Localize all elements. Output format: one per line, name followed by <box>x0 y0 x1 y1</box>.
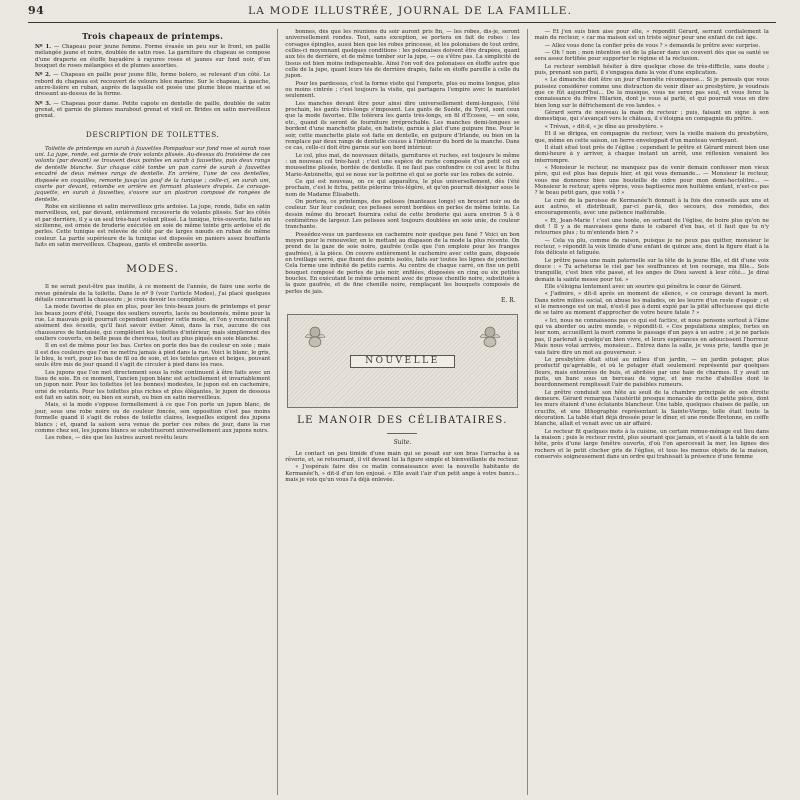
modes-continued-paragraph: On portera, ce printemps, des pelisses (manteaux longs) en brocart noir ou de couleur. Sur leur couleur, ces pelisses seront bordées en perles de même teinte. Le dessin même du brocart fournira celui de cette broderie qui aura environ 5 à 6 centimètres de largeur. Les pelisses sont toujours doublées en soie unie, de couleur tranchante. <box>285 198 520 231</box>
novel-paragraph: Le recteur fit quelques mots à la cuisine, un certain remue-ménage eut lieu dans la maison ; puis le recteur revint, plus souriant que jamais, et s'assit à la table de son hôte, près d'une large fenêtre ouverte, d'où l'on apercevait la mer, les lignes des rochers et le petit clocher gris de l'église, et tous les menus objets de la maison, conservés soigneusement dans un ordre qui trahissait la présence d'une femme <box>534 428 769 460</box>
modes-paragraph: Il en est de même pour les bas. Certes on porte des bas de couleur en soie ; mais il est des couleurs que l'on ne mettra jamais à pied dans la rue. Voici le blanc, le gris, le bleu, le vert, pour les bas de fil ou de soie, et les teintes grises et beiges, pouvant seuls être mis de jour quand il s'agit de circuler à pied dans les rues. <box>35 343 271 369</box>
hat-number: Nº 3. <box>35 100 51 107</box>
hat-description: — Chapeau pour dame. Petite capote en dentelle de paille, doublée de satin grenat, et garnie de plumes marabout grenat et vieil or. Brides en satin merveilleux grenat. <box>35 100 271 120</box>
modes-paragraph: Mais, si la mode s'oppose formellement à ce que l'on porte un jupon blanc, de jour, sous une robe noire ou de couleur foncée, son opposition n'est pas moins formelle quand il s'agit de robes de toilette claires, lesquelles exigent des jupons blancs ; et, quand la saison sera venue de porter ces robes de jour, dans la rue comme chez soi, les jupons blancs se substitueront universellement aux jupons noirs. <box>35 402 271 434</box>
novel-paragraph: « Et, Jean-Marie ! c'est une honte, en sortant de l'église, de boire plus qu'on ne doit ! Il y a de mauvaises gens dans le cabaret d'en bas, et il faut que tu n'y retournes plus ; tu m'entends bien ? » <box>534 217 769 237</box>
cherub-icon <box>477 323 503 349</box>
toilettes-section-title: DESCRIPTION DE TOILETTES. <box>85 129 220 139</box>
hat-item-1 <box>35 44 270 69</box>
page-header <box>28 4 776 20</box>
modes-continued-paragraph: Possédez-vous un pardessus en cachemire noir quelque peu fané ? Voici un bon moyen pour le renouveler, en le mettant au diapason de la mode la plus récente. On prend de la gaze de soie noire, gaufrée (celle que l'on emploie pour les franges gaufrées), à la pièce. On couvre entièrement le cachemire avec cette gaze, disposée en treillage serré, que fixent des points isolés, faits sur toutes les lignes de jonction. Cela forme une infinité de petits carrés. Au centre de chaque carré, on fixe un petit bouquet composé de perles de jais noir, enfilées, disposées en cinq ou six petites boucles. En exécutant le même ornement avec de grosse chenille noire, substituée à la gaze gaufrée, et de fine chenille noire, remplaçant les bouquets composés de perles de jais. <box>285 231 520 295</box>
novel-paragraph: — Allez vous donc la confier près de vous ? » demanda le prêtre avec surprise. <box>544 42 761 49</box>
novel-paragraph: — Oh ! non ; mon intention est de la placer dans un couvent dès que sa santé se sera assez fortifiée pour supporter le régime et la réclusion. <box>534 50 769 63</box>
cherub-icon <box>302 323 328 349</box>
novel-paragraph: Le prêtre passa une main paternelle sur la tête de la jeune fille, et dit d'une voix douce : « Tu achèteras le ciel par tes souffrances et ton courage, ma fille... Sois tranquille, c'est bien vite passé, et les anges de Dieu savent à leur côté... Je dirai demain la sainte messe pour toi. » <box>534 257 769 283</box>
hat-description: — Chapeau en paille pour jeune fille, forme bolero, se relevant d'un côté. Le rebord du chapeau est recouvert de velours bleu marine. Sur le chapeau, à gauche, ancre-lisière en ruban, auprès de laquelle est posée une plume bleue marine et se dressant au-dessus de la forme. <box>35 72 271 98</box>
hat-number: Nº 2. <box>35 72 51 79</box>
novel-paragraph: « Trévan, » dit-il, « je dîne au presbytère. » <box>544 123 664 130</box>
novel-paragraph: Le curé de la paroisse de Kermanée'h donnait à la fois des conseils aux uns et aux autres, et distribuait, par-ci par-là, des secours, des remèdes, des encouragements, avec une patience inaltérable. <box>534 197 769 217</box>
novel-paragraph: — Cela va plu, comme de raison, puisque je ne peux pas quitter, monsieur le recteur, » répondit la voix timide d'une enfant de quinze ans, dont la figure était à la fois délicate et fatiguée. <box>534 237 769 257</box>
nouvelle-banner: NOUVELLE <box>350 355 454 367</box>
column-left <box>28 29 277 795</box>
novel-paragraph: Le presbytère était situé au milieu d'un jardin, — un jardin potager, plus productif qu'agréable, et où le potager était seulement représenté par quelques fleurs, mais entourées de buis, et abritées par une haie de charmes. Il y avait un puits, un banc sous un berceau de vigne, et une ruche d'abeilles dont le bourdonnement remplissait l'air de paisibles rumeurs. <box>534 356 769 389</box>
hat-item-3 <box>35 101 270 120</box>
modes-section-title: MODES. <box>126 263 180 276</box>
modes-paragraph: Les robes, — dès que les lustres auront revêtu leurs <box>45 435 188 442</box>
novel-paragraph: Le contact un peu timide d'une main qui se posait sur son bras l'arracha à sa rêverie, et, se retournant, il vit devant lui la figure simple et bienveillante du recteur. <box>285 450 520 463</box>
modes-continued-paragraph: Le col, plus mat, de nouveaux détails, garnitures et ruches, est toujours le même : un nouveau col très-haut ; c'est une espèce de ruche composée d'un petit col en mousseline plissée, bordée de dentelle. Il ne faut pas confondre ce col avec le fichu Marie-Antoinette, qui se noue sur la poitrine et qui se porte sur les robes de soirée. <box>285 152 520 178</box>
hat-description: — Chapeau pour jeune femme. Forme évasée un peu sur le front, en paille mélangée jaune et noire, doublée de satin rose. La garniture du chapeau se compose d'une draperie en étoffe bayadère à rayures roses et jaunes sur fond noir, d'un bouquet de roses mélangées et de plumes assorties. <box>35 44 271 70</box>
article-columns <box>28 29 776 795</box>
novel-paragraph: Il était situé tout près de l'église ; cependant le prêtre et Gérard mirent bien une demi-heure à y arriver, à chaque instant un arrêt, une réflexion venaient les interrompre. <box>534 144 769 164</box>
toilette-paragraph: Toilette de printemps en surah à fauvettes Pompadour sur fond rose et surah rose uni. La jupe, ronde, est garnie de trois volants plissés. Au-dessus du troisième de ces volants (par devant) se trouvent deux pointes en surah à fauvettes, puis deux rangs de dentelle blanche. Sur chaque côté tombe un pan carré de surah à fauvettes encadré de deux mêmes rangs de dentelle. En arrière, l'une de ces dentelles, disposée en coquilles, remonte jusqu'au gouf de la tunique ; celle-ci, en surah uni, courte par devant, retombe en arrière en formant plusieurs drapés. Le corsage-jaquette, en surah à fauvettes, s'ouvre sur un plastron composé de rangées de dentelle. <box>35 145 271 203</box>
novel-paragraph: — Et j'en suis bien aise pour elle, » répondit Gérard, serrant cordialement la main du recteur, « car ma maison est un triste séjour pour une enfant de cet âge. <box>534 29 769 42</box>
novel-subtitle: Suite. <box>393 439 412 447</box>
novel-paragraph: « Monsieur le recteur, ne manquez pas de venir demain confesser mon vieux père, qui est plus bas depuis hier, et qui vous demande... — Monsieur le recteur, vous me donnerez bien une bouteille de cidre pour mon demi-hectolitre... — Monsieur le recteur, après vêpres, vous baptiserez mon huitième enfant, n'est-ce pas ? le beau petit gars, que voilà ! » <box>534 164 769 197</box>
journal-title: LA MODE ILLUSTRÉE, JOURNAL DE LA FAMILLE. <box>248 5 573 17</box>
modes-paragraph: La mode favorise de plus en plus, pour les très-beaux jours de printemps et pour les beaux jours d'été, l'usage des souliers ouverts, lacés ou boutonnés, même pour la rue. Le mauvais goût pourrait cependant exagérer cette mode, et l'on y rencontrerait aisément des écueils, qu'il faut savoir éviter. Ainsi, dans la rue, aucune de ces chaussures de fantaisie, qui complètent les toilettes d'intérieur, mais simplement des souliers couverts, en belle peau de chevreau, tout au plus piqués en soie blanche. <box>35 304 271 343</box>
novel-paragraph: « J'admire, » dit-il après un moment de silence, « ce courage devant la mort. Dans notre milieu social, on abuse les malades, on les leurre d'un reste d'espoir ; et si le mensonge est un mal, n'est-il pas à demi expié par la pitié affectueuse qui dicte de se taire au moment d'approcher de votre heure fatale ? » <box>534 291 769 317</box>
title-divider <box>387 433 417 434</box>
column-right <box>527 29 776 795</box>
modes-paragraph: Les jupons que l'on met directement sous la robe continuent à être faits avec un tissu de soie. En ce moment, l'ancien jupon blanc est actuellement et invariablement un jupon noir. Pour les toilettes (et les bonnes) modestes, le jupon est en cachemire, orné de volants. Pour les toilettes plus riches et plus élégantes, le jupon de dessous est fait en satin noir, ou bien en surah, ou bien en satin merveilleux. <box>35 369 271 402</box>
hat-item-2 <box>35 72 270 97</box>
nouvelle-vignette <box>287 314 517 408</box>
novel-paragraph: Gérard serra de nouveau la main du recteur ; puis, faisant un signe à son domestique, qui s'avançait vers le château, il s'éloigna en compagnie du prêtre. <box>534 110 769 123</box>
novel-paragraph: « J'espérais faire dès ce matin connaissance avec la nouvelle habitante de Kermanée'h, » dit-il d'un ton enjoué. « Elle avait l'air d'un petit ange à votre bancs... mais je vois qu'un vous l'a déjà enlevée. <box>285 464 520 483</box>
novel-paragraph: « Ici, nous ne connaissons pas ce qui est factice, et nous pensons surtout à l'âme qui va aborder ou autre monde, » répondit-il. « Ces populations simples, fortes en leur nom, accueillent la mort comme le passage d'un pays à un autre ; si je ne parlais pas, il parlerait à quelqu'un bien vivre, et leurs espérances en adoucissent l'horreur. Mais nous votai arrivés, monsieur... Entrez dans la salle, je vous prie, tandis que je vais faire dire un mot au gouverneur. » <box>534 317 769 356</box>
novel-title: LE MANOIR DES CÉLIBATAIRES. <box>297 415 508 427</box>
novel-paragraph: « Le dimanche doit être un jour d'honnête récompense... Si je pensais que vous puissiez considérer comme une distraction de venir dîner au presbytère, je voudrais que ce fût aujourd'hui... De la musique, vous ne serez pas seul, et vous ferez la connaissance du frère Hilarion, dont je vous ai parlé, et qui pourrait vous en dire bien long sur le défrichement de vos landes. » <box>534 77 769 109</box>
column-middle <box>277 29 526 795</box>
author-signature: E. R. <box>500 297 516 305</box>
toilette-paragraph: Robe en sicilienne et satin merveilleux gris ardoise. La jupe, ronde, faite en satin merveilleux, est, par devant, entièrement recouverte de volants plissés. Sur les côtés et par derrière, il y a un seul très-haut volant plissé. La tunique, très-ouverte, faite en sicilienne, est ornée de broderie exécutée en soie de même teinte gris ardoise et de perles. Cette tunique est relevée de côté par de larges nœuds en ruban de même couleur. La partie supérieure de la tunique est disposée en paniers assez bouffants faits en satin merveilleux. Chapeau, gants et ombrelle assortis. <box>35 203 271 248</box>
modes-continued-paragraph: Ce qui est nouveau, on ce qui apparaîtra, le plus universellement, dès l'été prochain, c'est le fichu, petite pèlerine très-légère, et qu'on pourrait désigner sous le nom de Madame Élisabeth. <box>285 178 520 198</box>
novel-paragraph: Le prêtre conduisit son hôte au seuil de la chambre principale de son étroite demeure. Gérard remarqua l'austérité presque monacale de cette petite pièce, dont les murs étaient d'une éclatante blancheur. Une table, quelques chaises de paille, un crucifix, et une lithographie représentant la Sainte-Vierge, telle était toute la décoration. La table était déjà dressée pour le dîner, et une ronde Bretonne, en coiffe blanche, allait et venait avec un air affairé. <box>534 389 769 428</box>
hat-number: Nº 1. <box>35 44 52 50</box>
novel-paragraph: Le recteur semblait hésiter à dire quelque chose de très-difficile, sans doute ; puis, prenant son parti, il s'engagea dans la voie d'une explication. <box>534 63 769 77</box>
modes-paragraph: Il ne serait peut-être pas inutile, à ce moment de l'année, de faire une sorte de revue générale de la toilette. Dans le nº 9 (voir l'article Modes), j'ai placé quelques détails concernant la chaussure ; je crois devoir les compléter. <box>35 284 271 303</box>
modes-continued-paragraph: Les manches devant être pour ainsi dire universellement demi-longues, l'été prochain, les gants très-longs s'imposent. Les gants de Suède, du Tyrol, sont ceux que la mode favorise. Elle tolérera les gants très-longs, en fil d'Écosse, — en soie, etc., quand ils seront de fourniture irréprochable. Les manches demi-longues se bordent d'une manchette plate, en batiste, garnie à plat d'une guipure fine. Pour le soir, cette manchette plate est faite en dentelle, en guipure d'Irlande, ou bien on la remplace par deux rangs de dentelle cousus à l'intérieur du bord de la manche. Dans ce cas, celle-ci doit être garnie sur son bord intérieur. <box>285 100 520 152</box>
modes-continued-paragraph: bonnes, dès que les réunions du soir auront pris fin, — les robes, dis-je, seront universellement rondes. Tout, sans exception, se portera en fait de robes : les corsages épingles, aussi bien que les robes princesse, et les polonaises de tout ordre, celles-ci moyennant quelques conditions : les polonaises doivent être drapées, quant aux tés de derrière, et de même tomber sur la jupe, — ou s'être pas. La simplicité de tissus est bien moins indispensable. Ainsi l'on voit des polonaises en étoffe autre que celle de la jupe, quant leurs tés de derrière drapés, faite en étoffe pareille à celle du jupon. <box>285 29 520 80</box>
modes-continued-paragraph: Pour les pardessus, c'est la forme visite qui l'emporte, plus ou moins longue, plus ou moins cintrée ; c'est toujours la visite, qui partagera l'empire avec le mantelet seulement. <box>285 80 520 100</box>
novel-paragraph: Et il se dirigea, en compagnie du recteur, vers la vieille maison du presbytère, que, même en cette saison, un lierre enveloppait d'un manteau verdoyant. <box>534 131 769 144</box>
hats-section-title: Trois chapeaux de printemps. <box>82 31 224 41</box>
page-number: 94 <box>28 4 45 17</box>
header-rule <box>28 22 776 23</box>
novel-paragraph: Elle s'éloigna lentement avec un sourire qui pénétra le cœur de Gérard. <box>544 284 742 291</box>
